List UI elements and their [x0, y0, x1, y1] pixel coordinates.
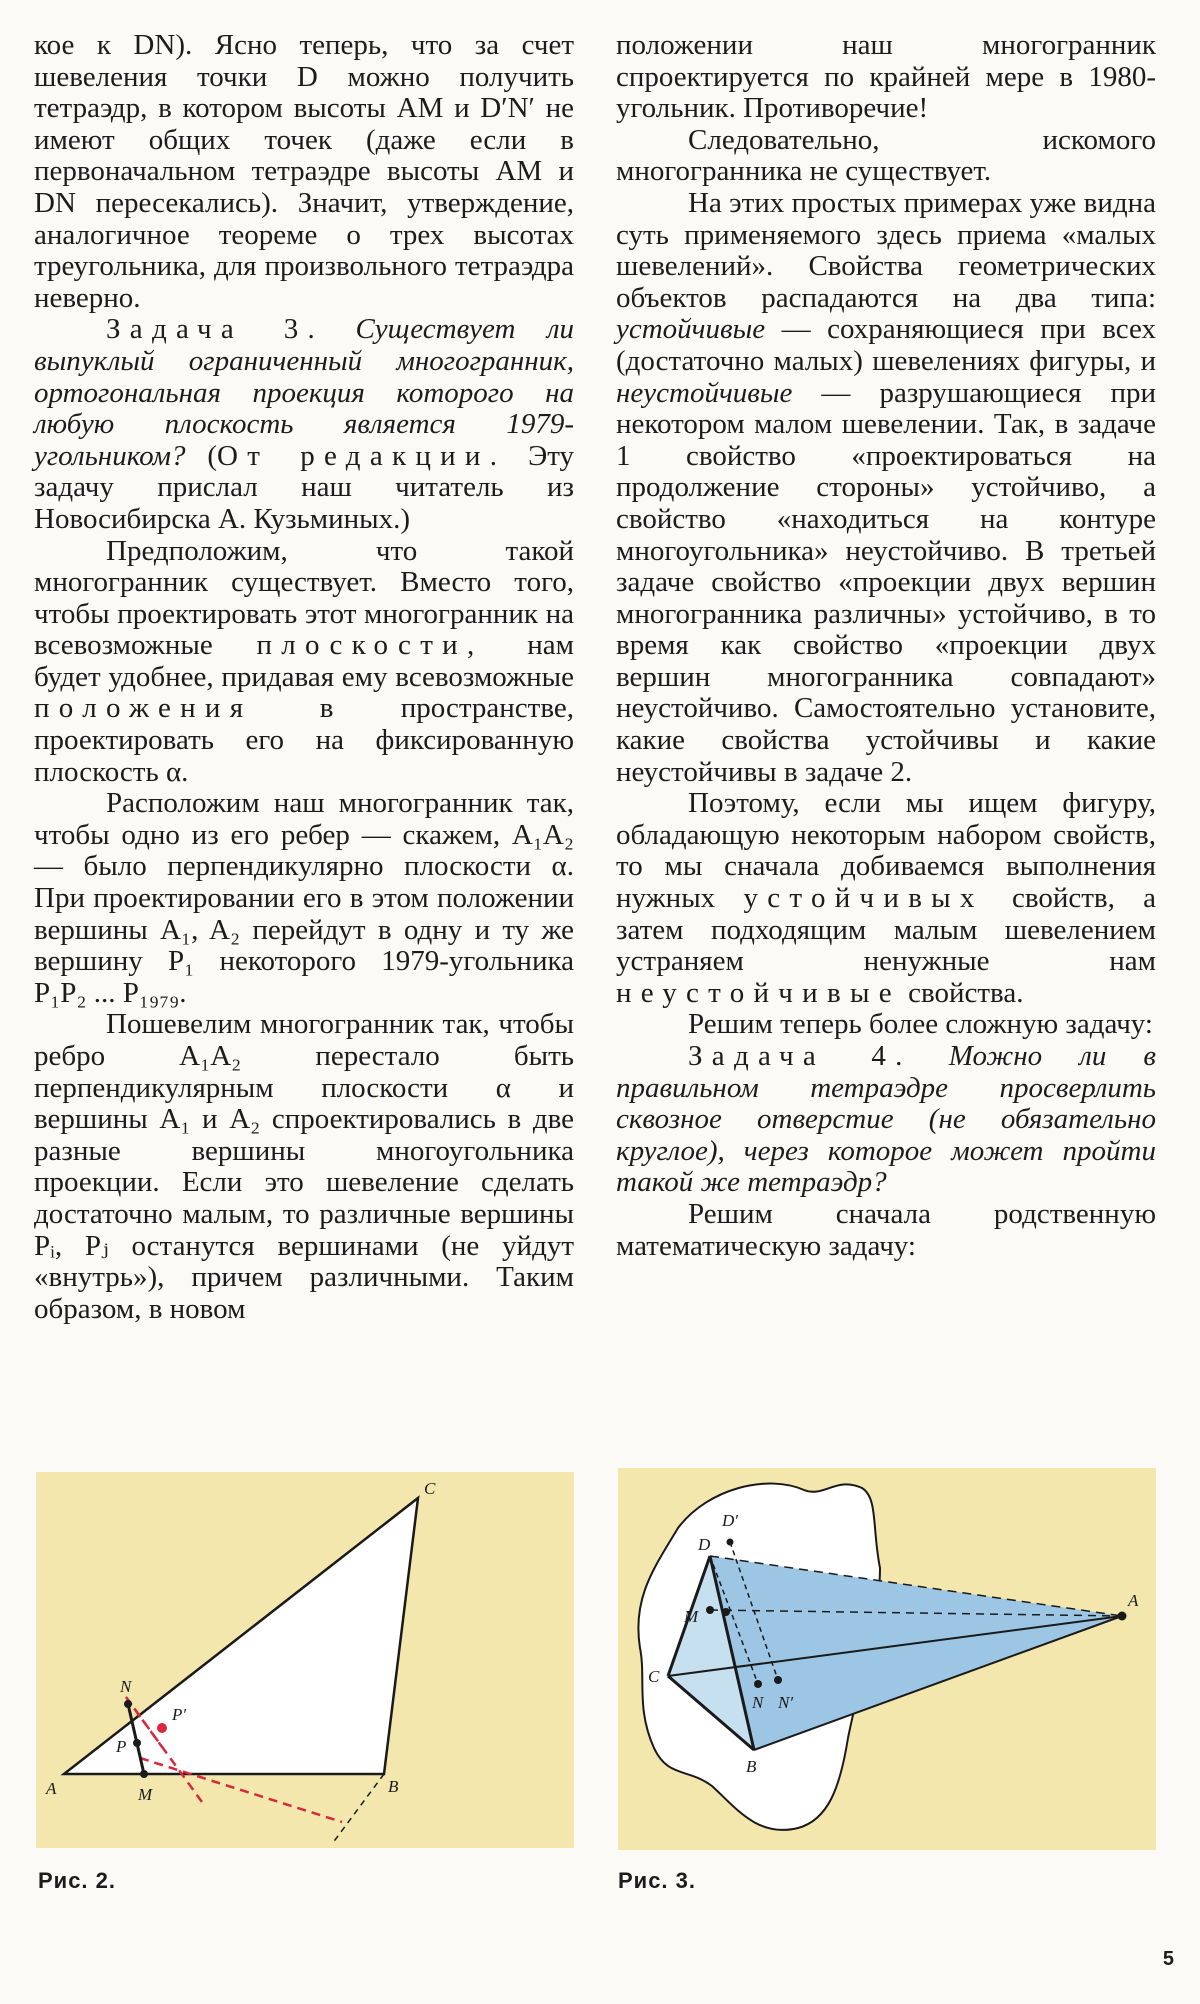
point-n: [754, 1680, 762, 1688]
label-p-prime: P′: [172, 1705, 187, 1724]
bc-extension-line: [332, 1774, 384, 1844]
label-d-prime: D′: [722, 1511, 738, 1530]
left-column: [34, 30, 574, 1325]
left-paragraph-3-spaced-2: положения: [34, 692, 253, 725]
right-paragraph-2: Следовательно, искомого многогранника не существует.: [616, 123, 1156, 188]
figure-2-diagram: [36, 1472, 574, 1848]
point-p: [133, 1739, 141, 1747]
label-a: A: [1128, 1591, 1139, 1610]
task3-paragraph: Задача 3. Существует ли выпуклый ограниченный многогранник, ортогональная проекция которого на любую плоскость является 1979-угольником? (От редакции. Эту задачу прислал наш читатель из Новосибирска А. Кузьминых.): [34, 313, 575, 535]
label-p: P: [116, 1737, 127, 1756]
figure-2: [36, 1472, 574, 1848]
figure-3: [618, 1468, 1156, 1850]
label-a: A: [46, 1779, 57, 1798]
point-m: [706, 1606, 714, 1614]
triangle-abc: [64, 1498, 418, 1774]
left-paragraph-3-spaced-1: плоскости,: [256, 629, 484, 662]
label-c: C: [424, 1479, 436, 1498]
left-paragraph-4: Расположим наш многогранник так, чтобы одно из его ребер — скажем, A₁A₂ — было перпендикулярно плоскости α. При проектировании его в этом положении вершины A₁, A₂ перейдут в одну и ту же вершину P₁ некоторого 1979-угольника P₁P₂ ... P₁₉₇₉.: [34, 787, 574, 1009]
left-paragraph-5: Пошевелим многогранник так, чтобы ребро A₁A₂ перестало быть перпендикулярным плоскости α и вершины A₁ и A₂ спроектировались в две разные вершины многоугольника проекции. Если это шевеление сделать достаточно малым, то различные вершины Pᵢ, Pⱼ останутся вершинами (не уйдут «внутрь»), причем различными. Таким образом, в новом: [34, 1008, 574, 1325]
figure-3-caption: Рис. 3.: [618, 1868, 697, 1893]
right-paragraph-4-spaced-2: неустойчивые: [616, 976, 901, 1009]
right-paragraph-3-b: — сохраняющиеся при всех (достаточно малых) шевелениях фигуры, и: [616, 313, 1157, 377]
right-paragraph-3-a: На этих простых примерах уже видна суть применяемого здесь приема «малых шевелений». Свойства геометрических объектов распадаются на два типа:: [616, 186, 1156, 314]
left-paragraph-3-start: Предположим, что такой многогранник существует. Вместо того, чтобы проектировать этот многогранник на всевозможные: [34, 534, 574, 662]
label-m: M: [684, 1607, 699, 1626]
figure-2-caption: Рис. 2.: [38, 1868, 117, 1893]
right-paragraph-4-a: Поэтому, если мы ищем фигуру, обладающую некоторым набором свойств, то мы сначала добиваемся выполнения нужных: [616, 787, 1156, 915]
task4-paragraph: [616, 1041, 1156, 1199]
task3-text: Существует ли выпуклый ограниченный многогранник, ортогональная проекция которого на любую плоскость является 1979-угольником?: [34, 313, 575, 472]
label-n: N: [752, 1693, 764, 1712]
right-paragraph-3: [616, 188, 1156, 788]
label-m: M: [138, 1785, 153, 1804]
point-d-prime: [727, 1539, 734, 1546]
left-paragraph-3: [34, 536, 574, 789]
page-number: 5: [1162, 1948, 1174, 1970]
point-a: [1118, 1612, 1127, 1621]
right-paragraph-3-c: — разрушающиеся при некотором малом шевелении. Так, в задаче 1 свойство «проектироваться на продолжение стороны» устойчиво, а свойство «находиться на контуре многоугольника» неустойчиво. В третьей задаче свойство «проекции двух вершин многогранника различны» устойчиво, в то время как свойство «проекции двух вершин многогранника совпадают» неустойчиво. Самостоятельно установите, какие свойства устойчивы и какие неустойчивы в задаче 2.: [616, 376, 1156, 788]
label-n: N: [120, 1677, 132, 1696]
right-paragraph-1: положении наш многогранник спроектируется по крайней мере в 1980-угольник. Противоречие!: [616, 29, 1156, 125]
right-column: [616, 30, 1156, 1262]
right-paragraph-5: Решим теперь более сложную задачу:: [688, 1008, 1153, 1041]
point-intersection: [722, 1608, 730, 1616]
label-b: B: [746, 1757, 757, 1776]
task4-label: Задача 4.: [688, 1040, 912, 1072]
left-paragraph-3-mid: нам будет удобнее, придавая ему всевозможные: [34, 629, 574, 693]
label-b: B: [388, 1777, 399, 1796]
editor-note-label: От редакции.: [217, 439, 507, 472]
point-p-prime: [157, 1723, 167, 1733]
right-paragraph-4-b: свойств, а затем подходящим малым шевелением устраняем ненужные нам: [616, 882, 1156, 978]
point-n: [124, 1700, 132, 1708]
term-unstable: неустойчивые: [616, 376, 793, 409]
left-paragraph-3-end: в пространстве, проектировать его на фиксированную плоскость α.: [34, 692, 574, 788]
task3-label: Задача 3.: [106, 313, 325, 346]
left-paragraph-1: кое к DN). Ясно теперь, что за счет шевеления точки D можно получить тетраэдр, в котором высоты AM и D′N′ не имеют общих точек (даже если в первоначальном тетраэдре высоты AM и DN пересекались). Значит, утверждение, аналогичное теореме о трех высотах треугольника, для произвольного тетраэдра неверно.: [34, 29, 574, 314]
label-c: C: [648, 1667, 660, 1686]
editor-note-text: Эту задачу прислал наш читатель из Новосибирска А. Кузьминых.): [34, 439, 574, 535]
term-stable: устойчивые: [616, 313, 766, 346]
label-n-prime: N′: [778, 1693, 794, 1712]
point-m: [140, 1770, 148, 1778]
right-paragraph-4: [616, 788, 1156, 1009]
task4-text: Можно ли в правильном тетраэдре просверлить сквозное отверстие (не обязательно круглое), через которое может пройти такой же тетраэдр?: [616, 1040, 1157, 1199]
label-d: D: [698, 1535, 711, 1554]
right-paragraph-4-c: свойства.: [908, 976, 1024, 1009]
right-paragraph-6: Решим сначала родственную математическую задачу:: [616, 1197, 1156, 1262]
figure-3-diagram: [618, 1468, 1156, 1850]
point-n-prime: [774, 1676, 782, 1684]
right-paragraph-4-spaced-1: устойчивых: [743, 882, 984, 915]
